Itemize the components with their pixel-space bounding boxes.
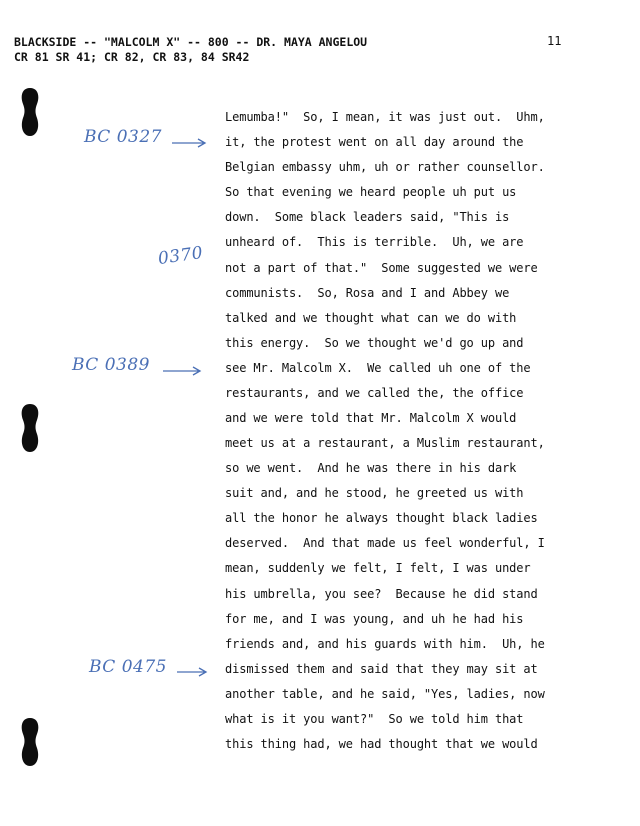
- transcript-line: deserved. And that made us feel wonderful, I: [225, 536, 545, 551]
- transcript-line: what is it you want?" So we told him that: [225, 711, 524, 726]
- transcript-line: unheard of. This is terrible. Uh, we are: [225, 235, 524, 250]
- transcript-line: Lemumba!" So, I mean, it was just out. Uhm,: [225, 110, 545, 124]
- transcript-line: friends and, and his guards with him. Uh, he: [225, 636, 545, 651]
- timecode-note-bc0327: BC 0327: [84, 127, 162, 147]
- transcript-line: Belgian embassy uhm, uh or rather counsellor.: [225, 160, 545, 175]
- transcript-line: this energy. So we thought we'd go up and: [225, 335, 524, 350]
- transcript-line: dismissed them and said that they may sit at: [225, 661, 538, 676]
- transcript-line: suit and, and he stood, he greeted us with: [225, 486, 524, 501]
- header-title: BLACKSIDE -- "MALCOLM X" -- 800 -- DR. MAYA ANGELOU: [14, 35, 368, 49]
- transcript-line: this thing had, we had thought that we would: [225, 737, 538, 751]
- transcript-line: talked and we thought what can we do with: [225, 310, 517, 325]
- punch-hole-top: [20, 86, 40, 138]
- page-number: 11: [547, 34, 562, 48]
- transcript-line: mean, suddenly we felt, I felt, I was under: [225, 561, 531, 576]
- transcript-line: So that evening we heard people uh put us: [225, 185, 517, 200]
- transcript-line: meet us at a restaurant, a Muslim restaurant,: [225, 436, 545, 450]
- transcript-line: down. Some black leaders said, "This is: [225, 210, 510, 225]
- transcript-line: for me, and I was young, and uh he had his: [225, 611, 524, 626]
- transcript-line: another table, and he said, "Yes, ladies, now: [225, 686, 545, 701]
- transcript-line: restaurants, and we called the, the office: [225, 385, 524, 400]
- punch-hole-bottom: [20, 716, 40, 768]
- arrow-icon: [162, 366, 202, 376]
- timecode-note-0370: 0370: [156, 242, 205, 270]
- transcript-line: his umbrella, you see? Because he did stand: [225, 586, 538, 601]
- transcript-line: see Mr. Malcolm X. We called uh one of the: [225, 360, 531, 375]
- header-reel-info: CR 81 SR 41; CR 82, CR 83, 84 SR42: [14, 50, 250, 64]
- transcript-line: all the honor he always thought black ladies: [225, 511, 538, 526]
- transcript-line: so we went. And he was there in his dark: [225, 461, 517, 476]
- transcript-line: communists. So, Rosa and I and Abbey we: [225, 285, 510, 300]
- arrow-icon: [171, 138, 207, 148]
- timecode-note-bc0475: BC 0475: [89, 657, 167, 677]
- punch-hole-middle: [20, 402, 40, 454]
- transcript-line: not a part of that." Some suggested we were: [225, 260, 538, 275]
- transcript-line: it, the protest went on all day around the: [225, 135, 524, 150]
- timecode-note-bc0389: BC 0389: [72, 355, 150, 375]
- transcript-line: and we were told that Mr. Malcolm X would: [225, 411, 517, 425]
- arrow-icon: [176, 667, 208, 677]
